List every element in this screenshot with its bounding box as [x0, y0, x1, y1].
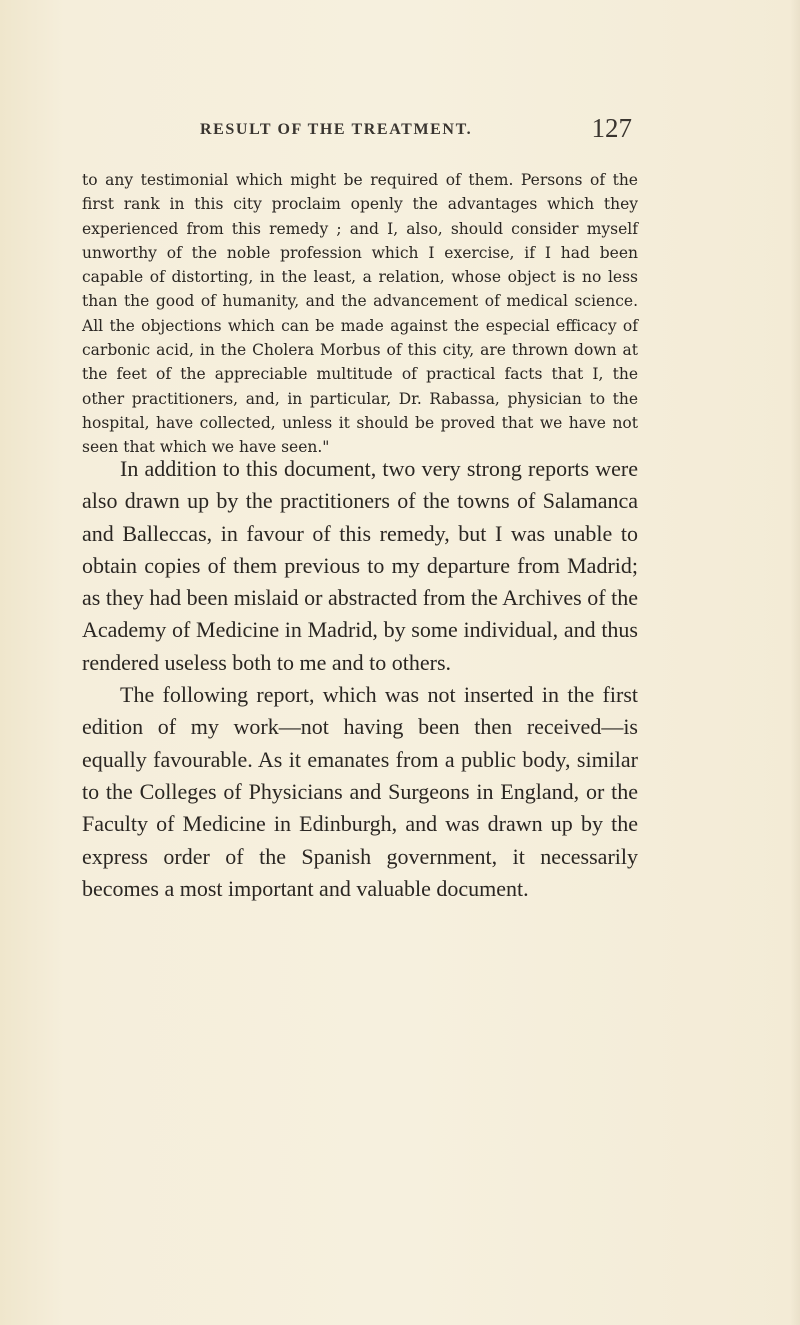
body-paragraph-1: In addition to this document, two very strong reports were also drawn up by the practitioners of the towns of Salamanca and Balleccas, in favour of this remedy, but I was unable to obtain copies of them previous to my departure from Madrid; as they had been mislaid or abstracted from the Archives of the Academy of Medicine in Madrid, by some individual, and thus rendered useless both to me and to others.	[82, 456, 638, 675]
page-number: 127	[591, 113, 632, 143]
page-header	[200, 113, 632, 153]
quote-paragraph: to any testimonial which might be required of them. Persons of the first rank in this city proclaim openly the advantages which they experienced from this remedy ; and I, also, should consider myself unworthy of the noble profession which I exercise, if I had been capable of distorting, in the least, a relation, whose object is no less than the good of humanity, and the advancement of medical science. All the objections which can be made against the especial efficacy of carbonic acid, in the Cholera Morbus of this city, are thrown down at the feet of the appreciable multitude of practical facts that I, the other practitioners, and, in particular, Dr. Rabassa, physician to the hospital, have collected, unless it should be proved that we have not seen that which we have seen."	[82, 171, 638, 457]
body-text	[82, 453, 638, 905]
quoted-testimonial	[82, 168, 638, 460]
page-edge-shadow	[790, 0, 800, 1325]
running-head: RESULT OF THE TREATMENT.	[200, 121, 473, 138]
body-paragraph-2: The following report, which was not inserted in the first edition of my work—not having been then received—is equally favourable. As it emanates from a public body, similar to the Colleges of Physicians and Surgeons in England, or the Faculty of Medicine in Edinburgh, and was drawn up by the express order of the Spanish government, it necessarily becomes a most important and valuable document.	[82, 682, 638, 901]
